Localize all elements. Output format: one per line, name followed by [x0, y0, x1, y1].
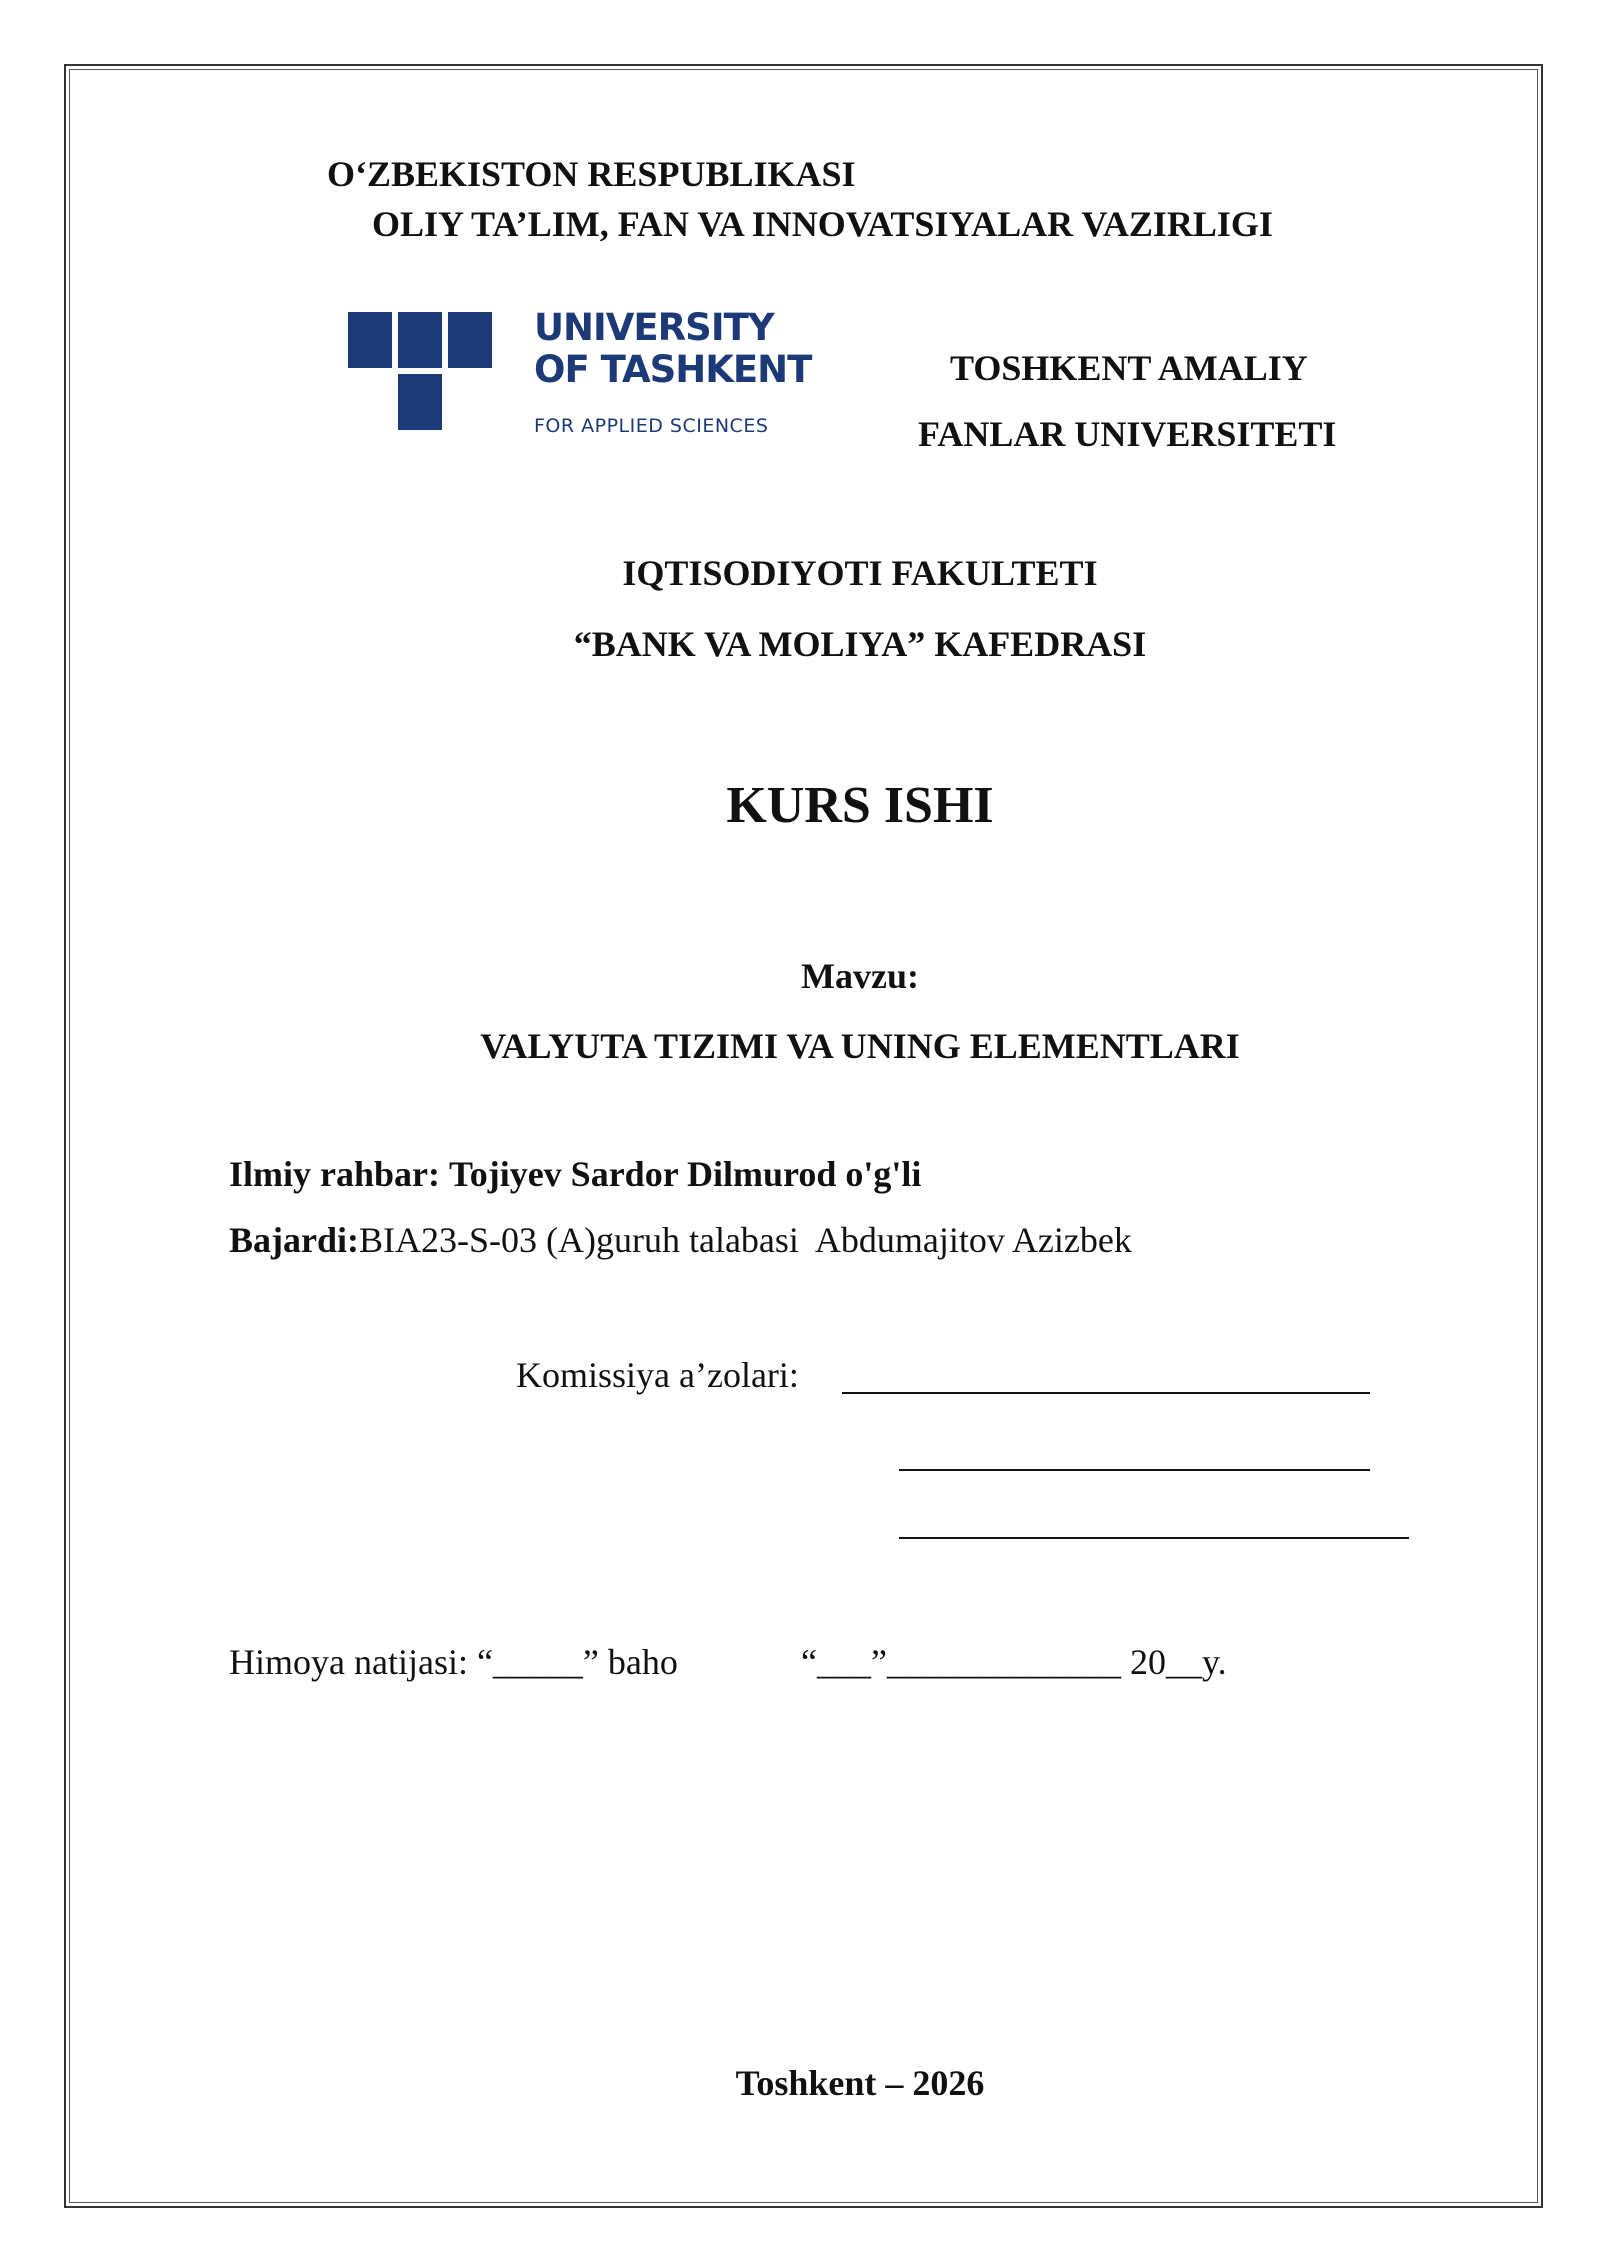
author-text: BIA23-S-03 (A)guruh talabasi Abdumajitov Azizbek: [359, 1220, 1132, 1260]
author-label: Bajardi:: [229, 1220, 359, 1260]
department-name: “BANK VA MOLIYA” KAFEDRASI: [573, 624, 1147, 664]
logo-block-right: [448, 312, 492, 368]
document-title: KURS ISHI: [726, 777, 994, 834]
faculty-name: IQTISODIYOTI FAKULTETI: [622, 553, 1098, 593]
topic-text: VALYUTA TIZIMI VA UNING ELEMENTLARI: [480, 1026, 1240, 1066]
logo-block-bottom: [398, 374, 442, 430]
commission-signature-line-3: [899, 1505, 1409, 1539]
author-line: [229, 1219, 1132, 1261]
university-logo: [348, 306, 812, 447]
university-name-line-2: FANLAR UNIVERSITETI: [918, 414, 1337, 454]
logo-word-applied-sciences: FOR APPLIED SCIENCES: [534, 415, 769, 437]
city-year: Toshkent – 2026: [735, 2063, 985, 2103]
defense-date: “___”_____________ 20__y.: [801, 1642, 1227, 1682]
supervisor-label: Ilmiy rahbar:: [229, 1154, 440, 1194]
supervisor-line: [229, 1153, 921, 1195]
logo-block-middle: [398, 312, 442, 368]
logo-block-left: [348, 312, 392, 368]
supervisor-name: Tojiyev Sardor Dilmurod o'g'li: [449, 1154, 922, 1194]
logo-word-university: UNIVERSITY: [534, 306, 774, 349]
university-name-line-1: TOSHKENT AMALIY: [950, 348, 1308, 388]
topic-label: Mavzu:: [801, 956, 919, 996]
commission-signature-line-2: [899, 1437, 1370, 1471]
defense-result: Himoya natijasi: “_____” baho: [229, 1642, 678, 1682]
ministry-line-1: O‘ZBEKISTON RESPUBLIKASI: [327, 154, 856, 194]
logo-word-of-tashkent: OF TASHKENT: [534, 348, 812, 391]
ministry-line-2: OLIY TA’LIM, FAN VA INNOVATSIYALAR VAZIRLIGI: [372, 204, 1273, 244]
commission-signature-line-1: [842, 1360, 1370, 1394]
commission-label: Komissiya a’zolari:: [516, 1355, 799, 1395]
